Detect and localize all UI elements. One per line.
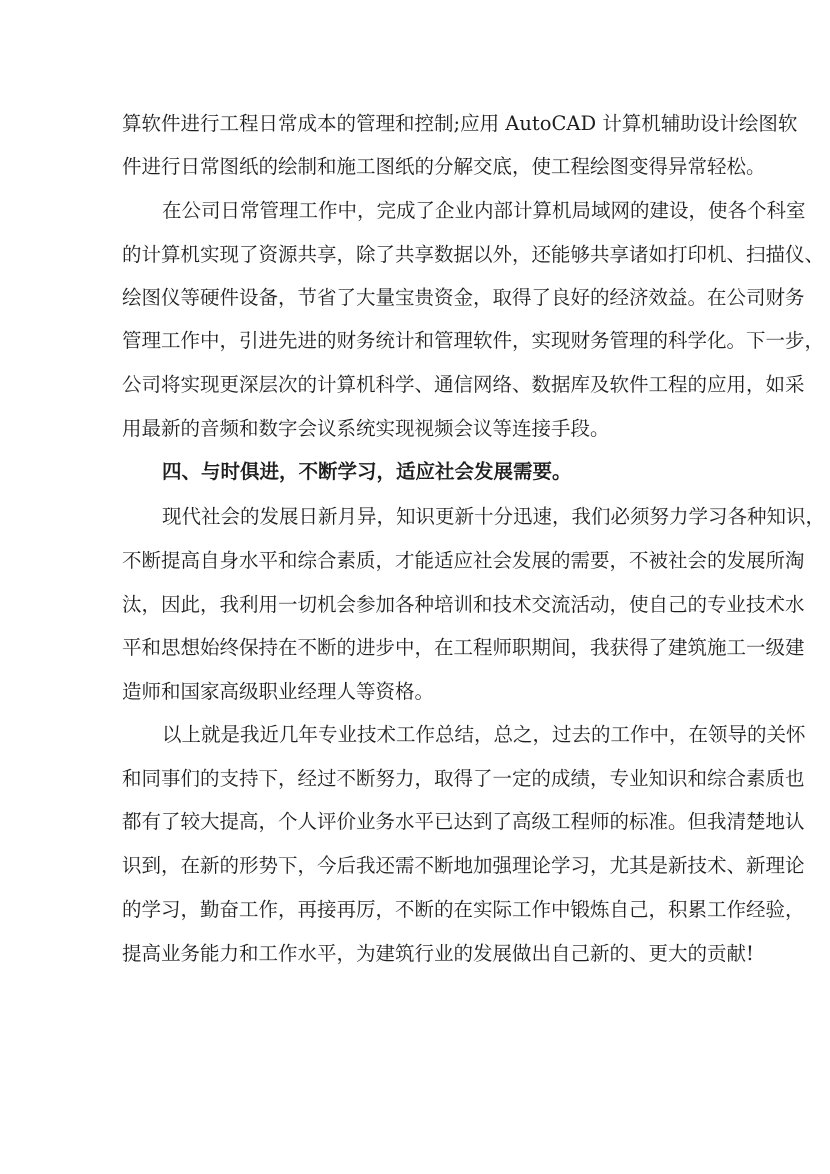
text-line: 公司将实现更深层次的计算机科学、通信网络、数据库及软件工程的应用，如采 (122, 373, 805, 396)
text-line: 的计算机实现了资源共享，除了共享数据以外，还能够共享诸如打印机、扫描仪、 (122, 243, 825, 266)
text-line: 算软件进行工程日常成本的管理和控制;应用 AutoCAD 计算机辅助设计绘图软 (122, 112, 798, 135)
text-line: 平和思想始终保持在不断的进步中，在工程师职期间，我获得了建筑施工一级建 (122, 636, 805, 659)
text-line: 在公司日常管理工作中，完成了企业内部计算机局域网的建设，使各个科室 (162, 199, 806, 222)
text-line: 以上就是我近几年专业技术工作总结，总之，过去的工作中，在领导的关怀 (162, 723, 806, 746)
text-line: 提高业务能力和工作水平，为建筑行业的发展做出自己新的、更大的贡献! (122, 942, 754, 965)
text-line: 件进行日常图纸的绘制和施工图纸的分解交底，使工程绘图变得异常轻松。 (122, 155, 766, 178)
text-line: 识到，在新的形势下，今后我还需不断地加强理论学习，尤其是新技术、新理论 (122, 854, 805, 877)
text-line: 用最新的音频和数字会议系统实现视频会议等连接手段。 (122, 417, 610, 440)
text-line: 和同事们的支持下，经过不断努力，取得了一定的成绩，专业知识和综合素质也 (122, 767, 805, 790)
text-line: 管理工作中，引进先进的财务统计和管理软件，实现财务管理的科学化。下一步， (122, 329, 825, 352)
text-line: 四、与时俱进，不断学习，适应社会发展需要。 (162, 460, 572, 483)
text-line: 不断提高自身水平和综合素质，才能适应社会发展的需要，不被社会的发展所淘 (122, 549, 805, 572)
text-line: 的学习，勤奋工作，再接再厉，不断的在实际工作中锻炼自己，积累工作经验， (122, 898, 805, 921)
text-line: 造师和国家高级职业经理人等资格。 (122, 680, 435, 703)
text-line: 都有了较大提高，个人评价业务水平已达到了高级工程师的标准。但我清楚地认 (122, 810, 805, 833)
text-line: 现代社会的发展日新月异，知识更新十分迅速，我们必须努力学习各种知识， (162, 505, 826, 528)
text-line: 汰，因此，我利用一切机会参加各种培训和技术交流活动，使自己的专业技术水 (122, 593, 805, 616)
text-line: 绘图仪等硬件设备，节省了大量宝贵资金，取得了良好的经济效益。在公司财务 (122, 286, 805, 309)
